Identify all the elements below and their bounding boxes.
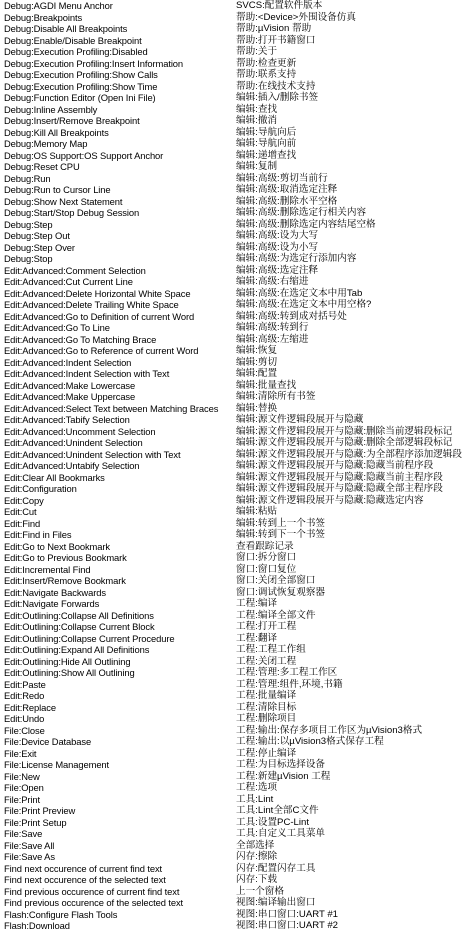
command-description: 工程:翻译 [236,632,278,644]
command-description: 窗口:窗口复位 [236,563,297,575]
command-description: 帮助:在线技术支持 [236,80,316,92]
command-description: 工程:新建µVision 工程 [236,770,331,782]
list-item[interactable] [0,92,470,104]
command-description: 编辑:源文件逻辑段展开与隐藏:隐藏选定内容 [236,494,424,506]
command-name: File:Print Setup [4,816,67,828]
command-description: 工程:工程工作组 [236,644,306,655]
command-name: Edit:Advanced:Cut Current Line [4,276,133,287]
command-description: 编辑:清除所有书签 [236,391,316,402]
list-item[interactable] [0,897,470,909]
list-item[interactable] [0,702,470,714]
list-item[interactable] [0,219,470,231]
command-name: Find next occurence of the selected text [4,874,166,885]
command-name: Edit:Outlining:Collapse All Definitions [4,609,154,621]
command-name: Edit:Advanced:Go To Matching Brace [4,333,157,345]
list-item[interactable] [0,414,470,426]
command-description: 工程:为目标选择设备 [236,759,326,770]
command-description: 编辑:高级:设为小写 [236,241,319,253]
list-item[interactable] [0,920,470,930]
list-item[interactable] [0,656,470,668]
command-name: Debug:Kill All Breakpoints [4,126,109,138]
list-item[interactable] [0,495,470,507]
command-name: File:Open [4,782,44,793]
command-description: 编辑:查找 [236,103,278,115]
command-name: Debug:Enable/Disable Breakpoint [4,34,142,46]
command-name: Edit:Replace [4,701,56,713]
command-description: 闪存:下载 [236,874,278,885]
command-description: 视图:串口窗口:UART #2 [236,920,338,930]
list-item[interactable] [0,12,470,24]
command-name: Edit:Go to Next Bookmark [4,540,110,552]
list-item[interactable] [0,587,470,599]
list-item[interactable] [0,46,470,58]
command-description: 编辑:源文件逻辑段展开与隐藏:删除全部逻辑段标记 [236,437,453,448]
command-name: Edit:Undo [4,713,45,724]
list-item[interactable] [0,506,470,518]
command-name: File:Save [4,828,43,839]
command-description: 编辑:导航向后 [236,126,297,138]
command-name: Edit:Find in Files [4,529,72,540]
command-description: 工具:设置PC-Lint [236,816,310,828]
list-item[interactable] [0,541,470,553]
command-description: 帮助:µVision 帮助 [236,23,312,34]
command-description: 编辑:高级:转到成对括号处 [236,310,347,322]
command-description: 查看跟踪记录 [236,540,294,552]
command-description: 编辑:高级:转到行 [236,322,309,333]
list-item[interactable] [0,115,470,127]
command-name: Edit:Configuration [4,483,77,494]
list-item[interactable] [0,69,470,81]
command-name: Edit:Outlining:Collapse Current Block [4,621,155,632]
command-name: Debug:Breakpoints [4,11,83,23]
command-name: Edit:Outlining:Collapse Current Procedure [4,632,175,644]
command-name: Edit:Advanced:Tabify Selection [4,414,130,425]
command-name: File:Close [4,724,45,736]
command-description: 工程:删除项目 [236,713,297,724]
command-name: Edit:Advanced:Indent Selection [4,356,132,368]
command-description: 帮助:<Device>外围设备仿真 [236,11,356,23]
command-description: 编辑:批量查找 [236,379,297,391]
list-item[interactable] [0,472,470,484]
list-item[interactable] [0,874,470,886]
command-description: 帮助:打开书籍窗口 [236,34,316,46]
command-name: Debug:Step Out [4,230,70,241]
command-name: Edit:Advanced:Make Uppercase [4,391,136,402]
command-name: Flash:Configure Flash Tools [4,908,118,920]
list-item[interactable] [0,633,470,645]
list-item[interactable] [0,35,470,47]
command-description: 编辑:递增查找 [236,149,297,161]
command-name: Edit:Find [4,517,41,529]
command-name: File:Print [4,793,40,805]
list-item[interactable] [0,23,470,35]
command-name: Debug:Reset CPU [4,161,80,172]
list-item[interactable] [0,138,470,150]
command-name: Debug:Start/Stop Debug Session [4,207,140,218]
command-description: 工程:批量编译 [236,690,297,701]
list-item[interactable] [0,426,470,438]
command-name: Edit:Incremental Find [4,563,91,575]
command-name: Edit:Advanced:Uncomment Selection [4,425,156,437]
command-name: Edit:Advanced:Indent Selection with Text [4,368,170,379]
command-description: 窗口:调试恢复观察器 [236,586,326,598]
list-item[interactable] [0,483,470,495]
command-name: Edit:Outlining:Expand All Definitions [4,644,150,655]
command-name: Debug:Execution Profiling:Disabled [4,46,148,57]
command-description: 编辑:高级:删除选定内容结尾空格 [236,218,376,230]
command-description: 上一个窗格 [236,885,284,897]
command-description: 编辑:高级:剪切当前行 [236,172,328,184]
list-item[interactable] [0,0,470,12]
list-item[interactable] [0,610,470,622]
command-name: Edit:Advanced:Delete Horizontal White Space [4,287,191,299]
command-name: File:New [4,770,40,782]
command-description: 编辑:高级:在选定文本中用空格? [236,299,372,310]
command-name: Edit:Copy [4,494,44,506]
command-description: 编辑:高级:删除水平空格 [236,195,338,207]
list-item[interactable] [0,771,470,783]
list-item[interactable] [0,449,470,461]
list-item[interactable] [0,242,470,254]
command-description: 工程:停止编译 [236,747,297,759]
list-item[interactable] [0,644,470,656]
command-name: Edit:Advanced:Make Lowercase [4,379,136,391]
list-item[interactable] [0,748,470,760]
command-name: Edit:Navigate Backwards [4,586,106,598]
command-description: 编辑:高级:右缩进 [236,276,309,287]
list-item[interactable] [0,713,470,725]
command-name: Debug:Inline Assembly [4,103,98,115]
list-item[interactable] [0,529,470,541]
command-name: File:License Management [4,759,110,770]
list-item[interactable] [0,230,470,242]
list-item[interactable] [0,851,470,863]
list-item[interactable] [0,518,470,530]
command-description: 编辑:导航向前 [236,138,297,149]
command-name: Edit:Advanced:Go To Line [4,322,110,333]
list-item[interactable] [0,104,470,116]
command-description: 编辑:源文件逻辑段展开与隐藏:为全部程序添加逻辑段 [236,448,462,460]
list-item[interactable] [0,575,470,587]
command-name: Debug:Stop [4,253,53,264]
command-name: Debug:Function Editor (Open Ini File) [4,92,156,103]
command-description: 工程:编译全部文件 [236,609,316,621]
list-item[interactable] [0,782,470,794]
command-description: 编辑:撤消 [236,115,278,126]
command-name: Edit:Go to Previous Bookmark [4,552,127,563]
command-description: 工程:管理:多工程工作区 [236,667,338,678]
command-description: 工具:自定义工具菜单 [236,828,326,839]
command-name: Debug:Execution Profiling:Insert Information [4,57,184,69]
command-name: File:Device Database [4,736,92,747]
list-item[interactable] [0,253,470,265]
command-name: Edit:Advanced:Delete Trailing White Space [4,299,179,310]
command-name: Edit:Advanced:Comment Selection [4,264,146,276]
list-item[interactable] [0,598,470,610]
command-description: 工程:关闭工程 [236,655,297,667]
list-item[interactable] [0,403,470,415]
list-item[interactable] [0,380,470,392]
list-item[interactable] [0,759,470,771]
command-name: Debug:Step Over [4,241,75,253]
command-description: 编辑:替换 [236,402,278,414]
list-item[interactable] [0,828,470,840]
command-name: Find previous occurence of current find text [4,885,180,897]
command-description: 帮助:关于 [236,46,278,57]
list-item[interactable] [0,690,470,702]
command-name: File:Save As [4,851,55,862]
list-item[interactable] [0,173,470,185]
command-description: 闪存:配置闪存工具 [236,862,316,874]
command-description: 编辑:配置 [236,368,278,379]
list-item[interactable] [0,679,470,691]
command-description: 编辑:高级:设为大写 [236,230,319,241]
list-item[interactable] [0,736,470,748]
list-item[interactable] [0,334,470,346]
list-item[interactable] [0,150,470,162]
command-description: 全部选择 [236,839,275,851]
command-description: 帮助:联系支持 [236,69,297,80]
command-description: 工程:打开工程 [236,621,297,632]
command-description: 编辑:转到下一个书签 [236,529,326,540]
command-description: 编辑:源文件逻辑段展开与隐藏:删除当前逻辑段标记 [236,425,453,437]
command-description: 编辑:源文件逻辑段展开与隐藏:隐藏全部主程序段 [236,483,443,494]
command-description: 帮助:检查更新 [236,57,297,69]
list-item[interactable] [0,805,470,817]
list-item[interactable] [0,460,470,472]
command-name: Edit:Outlining:Show All Outlining [4,667,135,678]
list-item[interactable] [0,863,470,875]
list-item[interactable] [0,886,470,898]
command-name: Debug:Insert/Remove Breakpoint [4,115,140,126]
list-item[interactable] [0,58,470,70]
command-name: File:Save All [4,839,55,851]
command-description: 编辑:粘贴 [236,506,278,517]
command-description: 工程:清除目标 [236,701,297,713]
command-description: 编辑:源文件逻辑段展开与隐藏:隐藏当前程序段 [236,460,434,471]
command-name: Edit:Navigate Forwards [4,598,100,609]
command-name: Debug:Run [4,172,51,184]
command-name: Debug:Run to Cursor Line [4,184,111,195]
list-item[interactable] [0,621,470,633]
list-item[interactable] [0,276,470,288]
list-item[interactable] [0,81,470,93]
command-description: 编辑:插入/删除书签 [236,92,319,103]
command-name: Edit:Outlining:Hide All Outlining [4,655,131,667]
list-item[interactable] [0,207,470,219]
command-name: Edit:Clear All Bookmarks [4,471,105,483]
command-name: Edit:Advanced:Go to Reference of current Word [4,345,199,356]
list-item[interactable] [0,368,470,380]
command-description: 视图:编译输出窗口 [236,897,316,908]
command-description: 窗口:拆分窗口 [236,552,297,563]
command-description: 工具:Lint [236,793,274,805]
list-item[interactable] [0,817,470,829]
list-item[interactable] [0,127,470,139]
command-description: 编辑:恢复 [236,345,278,356]
list-item[interactable] [0,288,470,300]
command-description: 工程:管理:组件,环境,书籍 [236,678,343,690]
list-item[interactable] [0,161,470,173]
command-name: Edit:Advanced:Go to Definition of current Word [4,310,195,322]
command-name: Debug:Show Next Statement [4,195,123,207]
command-description: 编辑:高级:取消选定注释 [236,184,338,195]
list-item[interactable] [0,667,470,679]
command-name: Debug:Execution Profiling:Show Calls [4,69,158,80]
list-item[interactable] [0,357,470,369]
list-item[interactable] [0,299,470,311]
command-description: 编辑:复制 [236,161,278,172]
list-item[interactable] [0,840,470,852]
list-item[interactable] [0,437,470,449]
command-description: 编辑:高级:选定注释 [236,264,319,276]
command-description: 工具:Lint全部C文件 [236,805,319,816]
command-name: Debug:Step [4,218,53,230]
command-description: 编辑:源文件逻辑段展开与隐藏 [236,414,364,425]
command-name: Debug:OS Support:OS Support Anchor [4,149,164,161]
command-description: 工程:选项 [236,782,278,793]
command-name: Edit:Advanced:Unindent Selection [4,437,143,448]
list-item[interactable] [0,725,470,737]
command-description: 工程:输出:以µVision3格式保存工程 [236,736,384,747]
command-description: 视图:串口窗口:UART #1 [236,908,338,920]
command-name: Debug:AGDI Menu Anchor [4,0,113,11]
command-description: 闪存:擦除 [236,851,278,862]
list-item[interactable] [0,552,470,564]
command-description: 窗口:关闭全部窗口 [236,575,316,586]
command-description: 工程:输出:保存多项目工作区为µVision3格式 [236,724,423,736]
list-item[interactable] [0,311,470,323]
list-item[interactable] [0,322,470,334]
command-description: 编辑:剪切 [236,356,278,368]
command-name: Debug:Disable All Breakpoints [4,23,128,34]
command-name: Edit:Advanced:Select Text between Matching Braces [4,402,219,414]
command-name: Find next occurence of current find text [4,862,163,874]
command-description: 编辑:转到上一个书签 [236,517,326,529]
list-item[interactable] [0,391,470,403]
command-name: Edit:Paste [4,678,46,690]
command-name: Edit:Insert/Remove Bookmark [4,575,126,586]
command-name: Edit:Redo [4,690,45,701]
list-item[interactable] [0,184,470,196]
command-name: File:Print Preview [4,805,76,816]
list-item[interactable] [0,265,470,277]
list-item[interactable] [0,909,470,921]
list-item[interactable] [0,345,470,357]
list-item[interactable] [0,794,470,806]
command-name: File:Exit [4,747,37,759]
command-name: Flash:Download [4,920,70,930]
command-description: 编辑:高级:为选定行添加内容 [236,253,357,264]
command-name: Debug:Execution Profiling:Show Time [4,80,158,92]
command-description: SVCS:配置软件版本 [236,0,323,11]
command-name: Edit:Cut [4,506,37,517]
list-item[interactable] [0,196,470,208]
command-name: Edit:Advanced:Untabify Selection [4,460,140,471]
command-description: 编辑:高级:左缩进 [236,333,309,345]
command-name: Edit:Advanced:Unindent Selection with Text [4,448,181,460]
command-description: 编辑:源文件逻辑段展开与隐藏:隐藏当前主程序段 [236,471,443,483]
command-description: 工程:编译 [236,598,278,609]
command-name: Find previous occurence of the selected text [4,897,184,908]
command-description: 编辑:高级:删除选定行相关内容 [236,207,367,218]
command-name: Debug:Memory Map [4,138,88,149]
command-description: 编辑:高级:在选定文本中用Tab [236,287,363,299]
list-item[interactable] [0,564,470,576]
